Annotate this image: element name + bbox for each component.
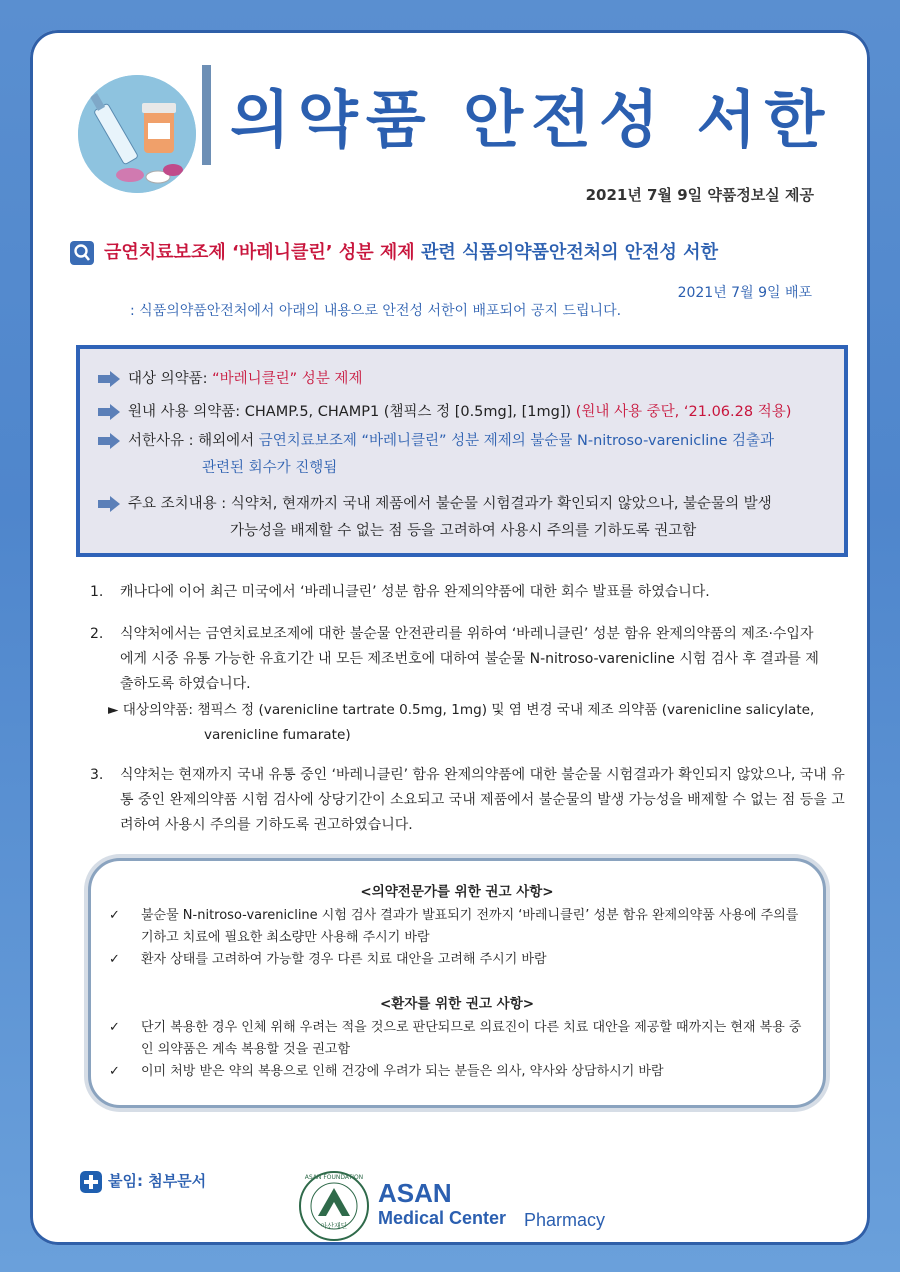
action-text: 주요 조치내용 : 식약처, 현재까지 국내 제품에서 불순물 시험결과가 확인되지 않았으나, 불순물의 발생 bbox=[128, 496, 772, 512]
summary-box bbox=[76, 345, 848, 557]
subitem-text-cont: varenicline fumarate) bbox=[204, 727, 351, 743]
logo-ring-text: ASAN FOUNDATION bbox=[304, 1174, 364, 1181]
subject-rest: 관련 식품의약품안전처의 안전성 서한 bbox=[414, 242, 718, 263]
action-row bbox=[98, 492, 772, 513]
check-icon: ✓ bbox=[109, 1020, 120, 1035]
magnifier-icon bbox=[70, 241, 94, 265]
item-number: 1. bbox=[90, 584, 104, 600]
medicine-illustration-icon bbox=[78, 75, 196, 193]
distribution-date: 2021년 7월 9일 배포 bbox=[677, 285, 812, 301]
hospital-name: ASAN bbox=[378, 1178, 452, 1208]
check-icon: ✓ bbox=[109, 952, 120, 967]
target-value: “바레니클린” 성분 제제 bbox=[212, 371, 363, 387]
attachment-link[interactable] bbox=[80, 1170, 206, 1193]
asan-foundation-logo bbox=[298, 1170, 370, 1242]
logo-center-text: 아산재단 bbox=[320, 1222, 348, 1230]
reason-value-cont: 관련된 회수가 진행됨 bbox=[202, 460, 338, 476]
arrow-icon bbox=[98, 404, 120, 420]
subitem-text: ► 대상의약품: 챔픽스 정 (varenicline tartrate 0.5mg, 1mg) 및 염 변경 국내 제조 의약품 (varenicline salicylate, bbox=[108, 702, 815, 718]
subject-drug: 금연치료보조제 ‘바레니클린’ 성분 제제 bbox=[104, 242, 415, 263]
item-text: 식약처에서는 금연치료보조제에 대한 불순물 안전관리를 위하여 ‘바레니클린’ 성분 함유 완제의약품의 제조·수입자에게 시중 유통 가능한 유효기간 내 모든 제조번호에 대하여 불순물 N-nitroso-varenicline 시험 검사 후 결과를 제출하도록 하였습니다. bbox=[120, 626, 819, 692]
reason-value: 금연치료보조제 “바레니클린” 성분 제제의 불순물 N-nitroso-varenicline 검출과 bbox=[258, 433, 775, 449]
arrow-icon bbox=[98, 496, 120, 512]
attachment-label: 붙임: 첨부문서 bbox=[108, 1172, 207, 1190]
target-label: 대상 의약품: bbox=[128, 371, 213, 387]
inhouse-drug-row bbox=[98, 400, 791, 421]
list-subitem bbox=[108, 698, 850, 748]
letter-subject bbox=[70, 238, 718, 265]
reason-row bbox=[98, 429, 774, 450]
department-name: Pharmacy bbox=[524, 1210, 606, 1230]
inhouse-label: 원내 사용 의약품: CHAMP.5, CHAMP1 (챔픽스 정 [0.5mg], [1mg]) bbox=[128, 404, 572, 420]
issue-dateline: 2021년 7월 9일 약품정보실 제공 bbox=[585, 186, 814, 204]
item-number: 2. bbox=[90, 626, 104, 642]
reason-label: 서한사유 : 해외에서 bbox=[128, 433, 259, 449]
recommendation-text: 환자 상태를 고려하여 가능할 경우 다른 치료 대안을 고려해 주시기 바람 bbox=[141, 952, 547, 967]
recommendation-text: 단기 복용한 경우 인체 위해 우려는 적을 것으로 판단되므로 의료진이 다른 치료 대안을 제공할 때까지는 현재 복용 중인 의약품은 계속 복용할 것을 권고함 bbox=[141, 1020, 802, 1057]
inhouse-status: (원내 사용 중단, ‘21.06.28 적용) bbox=[571, 404, 792, 420]
hospital-subname: Medical Center bbox=[378, 1208, 507, 1228]
item-text: 식약처는 현재까지 국내 유통 중인 ‘바레니클린’ 함유 완제의약품에 대한 불순물 시험결과가 확인되지 않았으나, 국내 유통 중인 완제의약품 시험 검사에 상당기간이 소요되고 국내 제품에서 불순물의 발생 가능성을 배제할 수 없는 점 등을 고려하여 사용시 주의를 기하도록 권고하였습니다. bbox=[120, 767, 845, 833]
item-text: 캐나다에 이어 최근 미국에서 ‘바레니클린’ 성분 함유 완제의약품에 대한 회수 발표를 하였습니다. bbox=[120, 584, 710, 600]
patient-heading: <환자를 위한 권고 사항> bbox=[379, 996, 535, 1012]
check-icon: ✓ bbox=[109, 1064, 120, 1079]
professional-heading: <의약전문가를 위한 권고 사항> bbox=[360, 884, 554, 900]
check-icon: ✓ bbox=[109, 908, 120, 923]
recommendation-text: 불순물 N-nitroso-varenicline 시험 검사 결과가 발표되기 전까지 ‘바레니클린’ 성분 함유 완제의약품 사용에 주의를 기하고 치료에 필요한 최소량만 사용해 주시기 바람 bbox=[141, 908, 799, 945]
item-number: 3. bbox=[90, 767, 104, 783]
letter-card bbox=[30, 30, 870, 1245]
recommendation-box bbox=[88, 858, 826, 1108]
page-title: 의약품 안전성 서한 bbox=[230, 83, 833, 156]
target-drug-row bbox=[98, 367, 362, 388]
intro-text: : 식품의약품안전처에서 아래의 내용으로 안전성 서한이 배포되어 공지 드립니다. bbox=[130, 303, 622, 319]
arrow-icon bbox=[98, 371, 120, 387]
plus-icon bbox=[80, 1171, 102, 1193]
title-divider bbox=[202, 65, 211, 165]
action-text-cont: 가능성을 배제할 수 없는 점 등을 고려하여 사용시 주의를 기하도록 권고함 bbox=[230, 523, 697, 539]
recommendation-text: 이미 처방 받은 약의 복용으로 인해 건강에 우려가 되는 분들은 의사, 약사와 상담하시기 바람 bbox=[141, 1064, 664, 1079]
arrow-icon bbox=[98, 433, 120, 449]
